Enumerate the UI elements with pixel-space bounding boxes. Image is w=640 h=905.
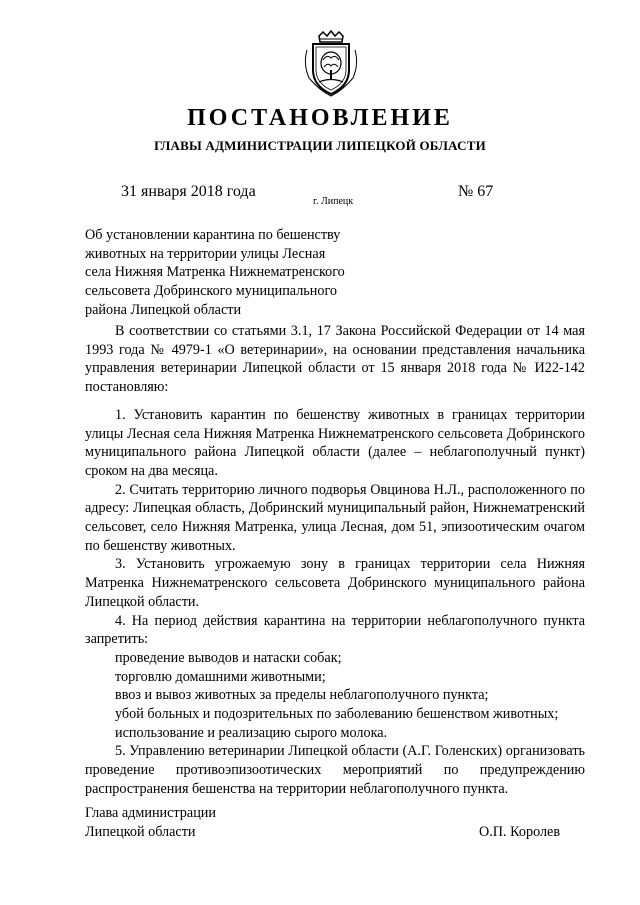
item-2-paragraph: 2. Считать территорию личного подворья Овцинова Н.Л., расположенного по адресу: Липецкая область, Добринский муниципальный район, Нижнематренский сельсовет, село Нижняя Матренка, улица Лесная, дом 51, эпизоотическим очагом по бешенству животных. — [85, 481, 585, 554]
prohibition-list-item: торговлю домашними животными; — [115, 668, 326, 685]
signatory-position-line: Липецкой области — [85, 823, 196, 840]
prohibition-list-item: проведение выводов и натаски собак; — [115, 649, 342, 666]
subject-line: Об установлении карантина по бешенству — [85, 227, 341, 243]
prohibition-list-item: ввоз и вывоз животных за пределы неблагополучного пункта; — [115, 687, 489, 704]
subject-line: района Липецкой области — [85, 301, 242, 318]
item-3-paragraph: 3. Установить угрожаемую зону в границах территории села Нижняя Матренка Нижнематренского сельсовета Добринского муниципального района Липецкой области. — [85, 556, 585, 610]
preamble-paragraph: В соответствии со статьями 3.1, 17 Закона Российской Федерации от 14 мая 1993 года № 4979-1 «О ветеринарии», на основании представления начальника управления ветеринарии Липецкой области от 15 января 2018 года № И22-142 постановляю: — [85, 323, 585, 396]
item-1-paragraph: 1. Установить карантин по бешенству животных в границах территории улицы Лесная села Нижняя Матренка Нижнематренского сельсовета Добринского муниципального района Липецкой области (далее – неблагополучный пункт) сроком на два месяца. — [85, 406, 585, 479]
signatory-name: О.П. Королев — [479, 824, 561, 840]
signatory-position-line: Глава администрации — [85, 805, 216, 821]
subject-line: сельсовета Добринского муниципального — [85, 283, 338, 300]
lipetsk-region-coat-of-arms-icon — [299, 30, 363, 98]
document-subject — [85, 226, 375, 320]
document-place: г. Липецк — [313, 196, 354, 207]
document-title: ПОСТАНОВЛЕНИЕ — [187, 105, 453, 131]
prohibition-list-item: убой больных и подозрительных по заболеванию бешенством животных; — [115, 706, 559, 723]
subject-line: животных на территории улицы Лесная — [85, 245, 326, 262]
signatory-position — [85, 804, 216, 841]
item-4-paragraph: 4. На период действия карантина на территории неблагополучного пункта запретить: — [85, 612, 585, 648]
document-subtitle: ГЛАВЫ АДМИНИСТРАЦИИ ЛИПЕЦКОЙ ОБЛАСТИ — [154, 138, 486, 153]
subject-line: села Нижняя Матренка Нижнематренского — [85, 264, 345, 281]
document-body — [85, 322, 585, 799]
prohibition-list-item: использование и реализацию сырого молока. — [115, 724, 388, 741]
item-5-paragraph: 5. Управлению ветеринарии Липецкой области (А.Г. Голенских) организовать проведение противоэпизоотических мероприятий по предупреждению распространения бешенства на территории неблагополучного пункта. — [85, 743, 585, 797]
document-date: 31 января 2018 года — [121, 183, 256, 200]
document-number: № 67 — [458, 183, 494, 200]
